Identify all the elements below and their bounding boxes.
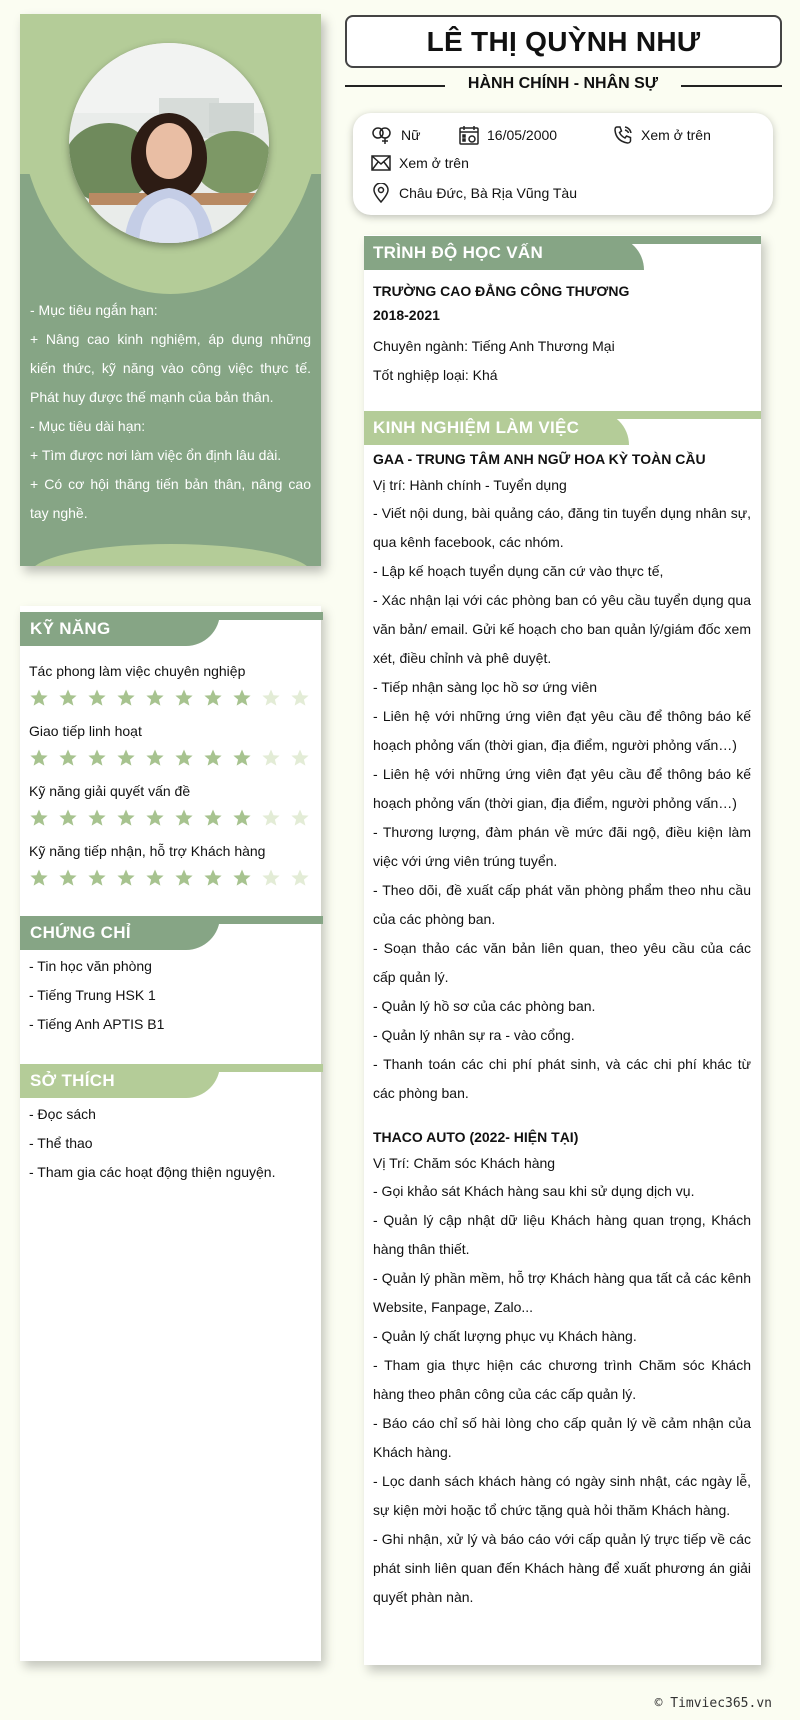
certificate-item: - Tiếng Trung HSK 1 [29, 987, 156, 1003]
company-name: THACO AUTO (2022- HIỆN TẠI) [373, 1129, 579, 1145]
star-empty-icon [290, 868, 310, 888]
skill-name: Kỹ năng giải quyết vấn đề [29, 783, 191, 799]
contact-phone [613, 125, 711, 145]
school-name: TRƯỜNG CAO ĐẲNG CÔNG THƯƠNG [373, 283, 630, 299]
contact-gender [371, 125, 420, 145]
skill-name: Giao tiếp linh hoạt [29, 723, 142, 739]
email-value: Xem ở trên [399, 155, 469, 171]
star-filled-icon [58, 688, 78, 708]
major: Chuyên ngành: Tiếng Anh Thương Mại [373, 338, 615, 354]
skill-name: Kỹ năng tiếp nhận, hỗ trợ Khách hàng [29, 843, 266, 859]
duty-item: - Tham gia thực hiện các chương trình Chăm sóc Khách hàng theo phân công của các cấp quản lý. [373, 1357, 751, 1402]
education-header [364, 236, 761, 270]
star-filled-icon [29, 748, 49, 768]
star-empty-icon [261, 808, 281, 828]
school-years: 2018-2021 [373, 307, 440, 323]
star-empty-icon [261, 868, 281, 888]
footer-watermark: © Timviec365.vn [654, 1696, 772, 1711]
gender-icon [371, 125, 393, 145]
star-filled-icon [58, 748, 78, 768]
job-duties [373, 1177, 751, 1612]
star-filled-icon [203, 748, 223, 768]
star-empty-icon [290, 748, 310, 768]
duty-item: - Ghi nhận, xử lý và báo cáo với cấp quản lý trực tiếp về các phát sinh liên quan đến Khách hàng để xuất phương án giải quyết phàn nàn. [373, 1531, 751, 1605]
education-title: TRÌNH ĐỘ HỌC VẤN [373, 243, 544, 262]
objective-line: - Mục tiêu dài hạn: [30, 418, 146, 434]
main-content [364, 235, 761, 1665]
certificates-title: CHỨNG CHỈ [30, 923, 131, 942]
duty-item: - Thanh toán các chi phí phát sinh, và các chi phí khác từ các phòng ban. [373, 1056, 751, 1101]
bottom-hump [30, 544, 312, 566]
left-sections [20, 606, 321, 1661]
star-filled-icon [203, 868, 223, 888]
duty-item: - Báo cáo chỉ số hài lòng cho cấp quản lý về cảm nhận của Khách hàng. [373, 1415, 751, 1460]
star-filled-icon [29, 688, 49, 708]
duty-item: - Lọc danh sách khách hàng có ngày sinh nhật, các ngày lễ, sự kiện mời hoặc tổ chức tặng quà hỏi thăm Khách hàng. [373, 1473, 751, 1518]
star-filled-icon [145, 808, 165, 828]
phone-icon [613, 125, 633, 145]
skills-header [20, 612, 323, 646]
star-filled-icon [232, 748, 252, 768]
contact-box [353, 113, 773, 215]
position: Vị Trí: Chăm sóc Khách hàng [373, 1155, 556, 1171]
job-duties [373, 499, 751, 1108]
duty-item: - Quản lý cập nhật dữ liệu Khách hàng quan trọng, Khách hàng thân thiết. [373, 1212, 751, 1257]
gender-value: Nữ [401, 127, 421, 143]
hobby-item: - Tham gia các hoạt động thiện nguyện. [29, 1164, 276, 1180]
position: Vị trí: Hành chính - Tuyển dụng [373, 477, 567, 493]
name-box [345, 15, 782, 68]
location-pin-icon [371, 183, 391, 203]
objectives [30, 296, 311, 528]
duty-item: - Tiếp nhận sàng lọc hồ sơ ứng viên [373, 679, 598, 695]
duty-item: - Liên hệ với những ứng viên đạt yêu cầu để thông báo kế hoạch phỏng vấn (thời gian, địa điểm, người phỏng vấn…) [373, 708, 751, 753]
profile-panel [20, 14, 321, 566]
job-title: HÀNH CHÍNH - NHÂN SỰ [445, 73, 681, 93]
star-empty-icon [290, 808, 310, 828]
skill-rating [29, 748, 319, 768]
star-filled-icon [145, 748, 165, 768]
duty-item: - Lập kế hoạch tuyển dụng căn cứ vào thực tế, [373, 563, 664, 579]
star-filled-icon [116, 748, 136, 768]
star-filled-icon [87, 868, 107, 888]
star-filled-icon [29, 808, 49, 828]
objective-line: + Nâng cao kinh nghiệm, áp dụng những kiến thức, kỹ năng vào công việc thực tế. Phát huy được thế mạnh của bản thân. [30, 331, 311, 405]
duty-item: - Quản lý nhân sự ra - vào cổng. [373, 1027, 575, 1043]
phone-value: Xem ở trên [641, 127, 711, 143]
skills-title: KỸ NĂNG [30, 619, 111, 638]
hobbies-title: SỞ THÍCH [30, 1071, 115, 1090]
calendar-icon [459, 125, 479, 145]
star-filled-icon [145, 688, 165, 708]
contact-birthday [459, 125, 557, 145]
objective-line: + Tìm được nơi làm việc ổn định lâu dài. [30, 447, 282, 463]
duty-item: - Thương lượng, đàm phán về mức đãi ngộ, điều kiện làm việc với ứng viên trúng tuyển. [373, 824, 751, 869]
hobby-item: - Thể thao [29, 1135, 93, 1151]
avatar [69, 43, 269, 243]
star-filled-icon [174, 808, 194, 828]
star-filled-icon [232, 688, 252, 708]
contact-email [371, 155, 469, 171]
star-filled-icon [29, 868, 49, 888]
skill-rating [29, 688, 319, 708]
experience-title: KINH NGHIỆM LÀM VIỆC [373, 418, 580, 437]
star-empty-icon [261, 748, 281, 768]
experience-header [364, 411, 761, 445]
star-filled-icon [116, 868, 136, 888]
star-filled-icon [58, 868, 78, 888]
duty-item: - Liên hệ với những ứng viên đạt yêu cầu để thông báo kế hoạch phỏng vấn (thời gian, địa điểm, người phỏng vấn…) [373, 766, 751, 811]
duty-item: - Xác nhận lại với các phòng ban có yêu cầu tuyển dụng qua văn bản/ email. Gửi kế hoạch cho ban quản lý/giám đốc xem xét, điều chỉnh và phê duyệt. [373, 592, 751, 666]
star-filled-icon [116, 808, 136, 828]
duty-item: - Quản lý hồ sơ của các phòng ban. [373, 998, 596, 1014]
birthday-value: 16/05/2000 [487, 127, 558, 143]
star-filled-icon [174, 748, 194, 768]
star-filled-icon [203, 808, 223, 828]
certificates-header [20, 916, 323, 950]
objective-line: - Mục tiêu ngắn hạn: [30, 302, 158, 318]
star-filled-icon [145, 868, 165, 888]
star-filled-icon [87, 808, 107, 828]
hobbies-header [20, 1064, 323, 1098]
star-filled-icon [116, 688, 136, 708]
duty-item: - Quản lý phần mềm, hỗ trợ Khách hàng qua tất cả các kênh Website, Fanpage, Zalo... [373, 1270, 751, 1315]
objective-line: + Có cơ hội thăng tiến bản thân, nâng cao tay nghề. [30, 476, 311, 521]
star-filled-icon [58, 808, 78, 828]
skill-rating [29, 868, 319, 888]
star-filled-icon [232, 808, 252, 828]
address-value: Châu Đức, Bà Rịa Vũng Tàu [399, 185, 577, 201]
duty-item: - Theo dõi, đề xuất cấp phát văn phòng phẩm theo nhu cầu của các phòng ban. [373, 882, 751, 927]
star-filled-icon [203, 688, 223, 708]
star-filled-icon [87, 688, 107, 708]
email-icon [371, 155, 391, 171]
star-empty-icon [261, 688, 281, 708]
contact-address [371, 183, 577, 203]
candidate-name: LÊ THỊ QUỲNH NHƯ [426, 25, 701, 57]
grade: Tốt nghiệp loại: Khá [373, 367, 498, 383]
skill-name: Tác phong làm việc chuyên nghiệp [29, 663, 246, 679]
company-name: GAA - TRUNG TÂM ANH NGỮ HOA KỲ TOÀN CẦU [373, 451, 706, 467]
star-empty-icon [290, 688, 310, 708]
duty-item: - Viết nội dung, bài quảng cáo, đăng tin tuyển dụng nhân sự, qua kênh facebook, các nhóm. [373, 505, 751, 550]
star-filled-icon [174, 868, 194, 888]
duty-item: - Gọi khảo sát Khách hàng sau khi sử dụng dịch vụ. [373, 1183, 695, 1199]
hobby-item: - Đọc sách [29, 1106, 96, 1122]
star-filled-icon [232, 868, 252, 888]
duty-item: - Soạn thảo các văn bản liên quan, theo yêu cầu của các cấp quản lý. [373, 940, 751, 985]
certificate-item: - Tin học văn phòng [29, 958, 152, 974]
skill-rating [29, 808, 319, 828]
certificate-item: - Tiếng Anh APTIS B1 [29, 1016, 165, 1032]
duty-item: - Quản lý chất lượng phục vụ Khách hàng. [373, 1328, 637, 1344]
star-filled-icon [174, 688, 194, 708]
star-filled-icon [87, 748, 107, 768]
